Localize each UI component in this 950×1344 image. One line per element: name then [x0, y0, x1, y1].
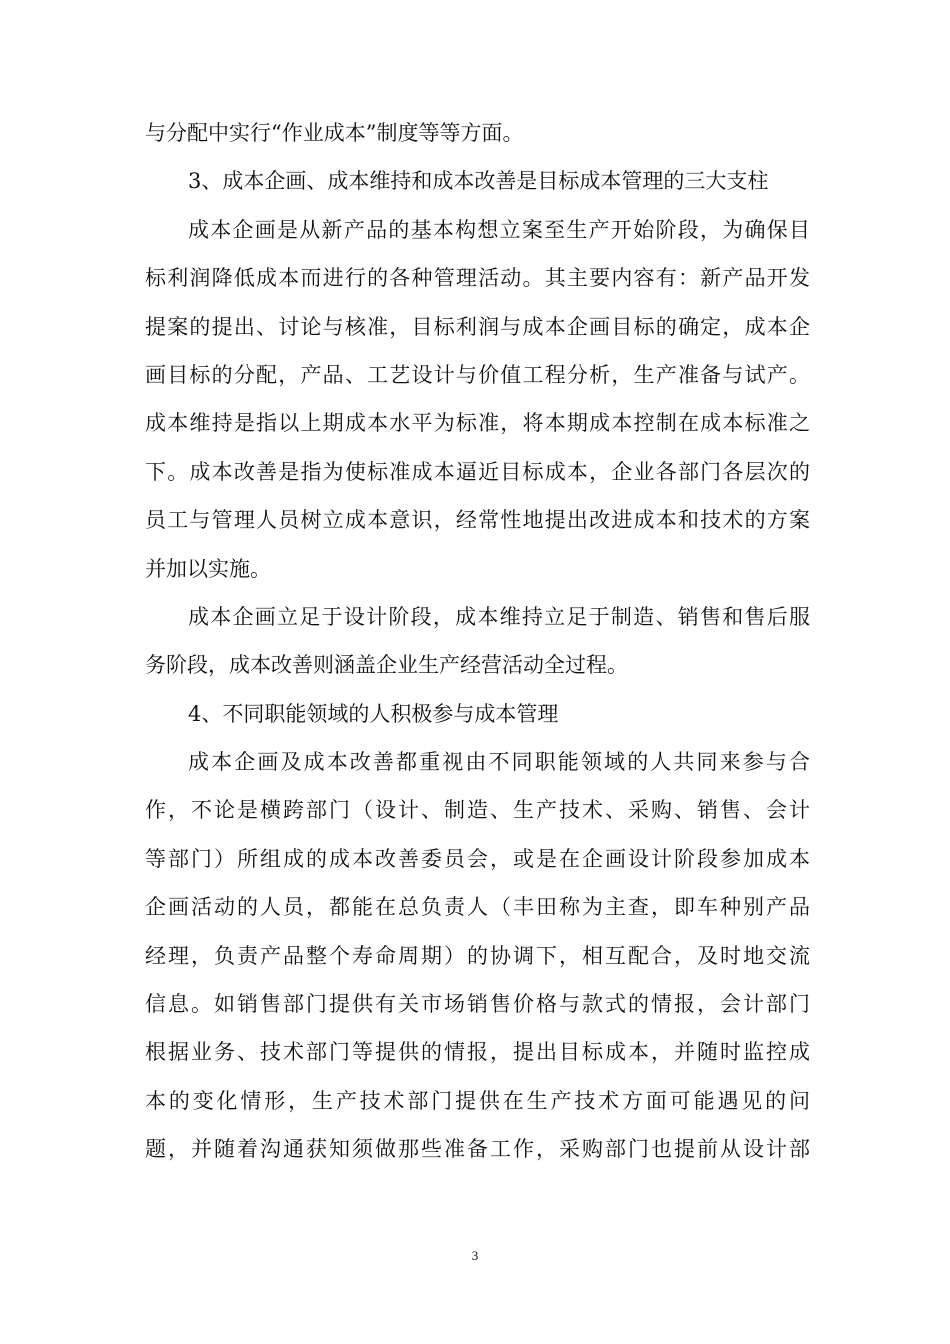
text-line: 本的变化情形，生产技术部门提供在生产技术方面可能遇见的问 [145, 1088, 810, 1113]
text-line: 企画活动的人员，都能在总负责人（丰田称为主查，即车种别产品 [145, 895, 810, 920]
text-line: 画目标的分配，产品、工艺设计与价值工程分析，生产准备与试产。 [145, 362, 810, 387]
text-line: 成本企画及成本改善都重视由不同职能领域的人共同来参与合 [188, 750, 810, 775]
text-line: 作，不论是横跨部门（设计、制造、生产技术、采购、销售、会计 [145, 798, 810, 823]
text-line: 下。成本改善是指为使标准成本逼近目标成本，企业各部门各层次的 [145, 459, 810, 484]
text-line: 员工与管理人员树立成本意识，经常性地提出改进成本和技术的方案 [145, 508, 810, 533]
text-line: 等部门）所组成的成本改善委员会，或是在企画设计阶段参加成本 [145, 846, 810, 871]
text-line: 成本维持是指以上期成本水平为标准，将本期成本控制在成本标准之 [145, 411, 810, 436]
text-line: 4、不同职能领域的人积极参与成本管理 [188, 701, 559, 726]
text-line: 成本企画是从新产品的基本构想立案至生产开始阶段，为确保目 [188, 217, 810, 242]
text-line: 提案的提出、讨论与核准，目标利润与成本企画目标的确定，成本企 [145, 314, 810, 339]
page-number: 3 [471, 1248, 479, 1263]
text-line: 成本企画立足于设计阶段，成本维持立足于制造、销售和售后服 [188, 604, 810, 629]
text-line: 3、成本企画、成本维持和成本改善是目标成本管理的三大支柱 [188, 169, 769, 194]
text-line: 务阶段，成本改善则涵盖企业生产经营活动全过程。 [145, 653, 628, 678]
text-line: 根据业务、技术部门等提供的情报，提出目标成本，并随时监控成 [145, 1040, 810, 1065]
text-line: 标利润降低成本而进行的各种管理活动。其主要内容有：新产品开发 [145, 266, 810, 291]
text-line: 题，并随着沟通获知须做那些准备工作，采购部门也提前从设计部 [145, 1137, 810, 1162]
body-text [145, 109, 810, 1174]
text-line: 信息。如销售部门提供有关市场销售价格与款式的情报，会计部门 [145, 992, 810, 1017]
text-line: 并加以实施。 [145, 556, 271, 581]
text-line: 经理，负责产品整个寿命周期）的协调下，相互配合，及时地交流 [145, 943, 810, 968]
text-line: 与分配中实行“作业成本”制度等等方面。 [145, 121, 524, 145]
